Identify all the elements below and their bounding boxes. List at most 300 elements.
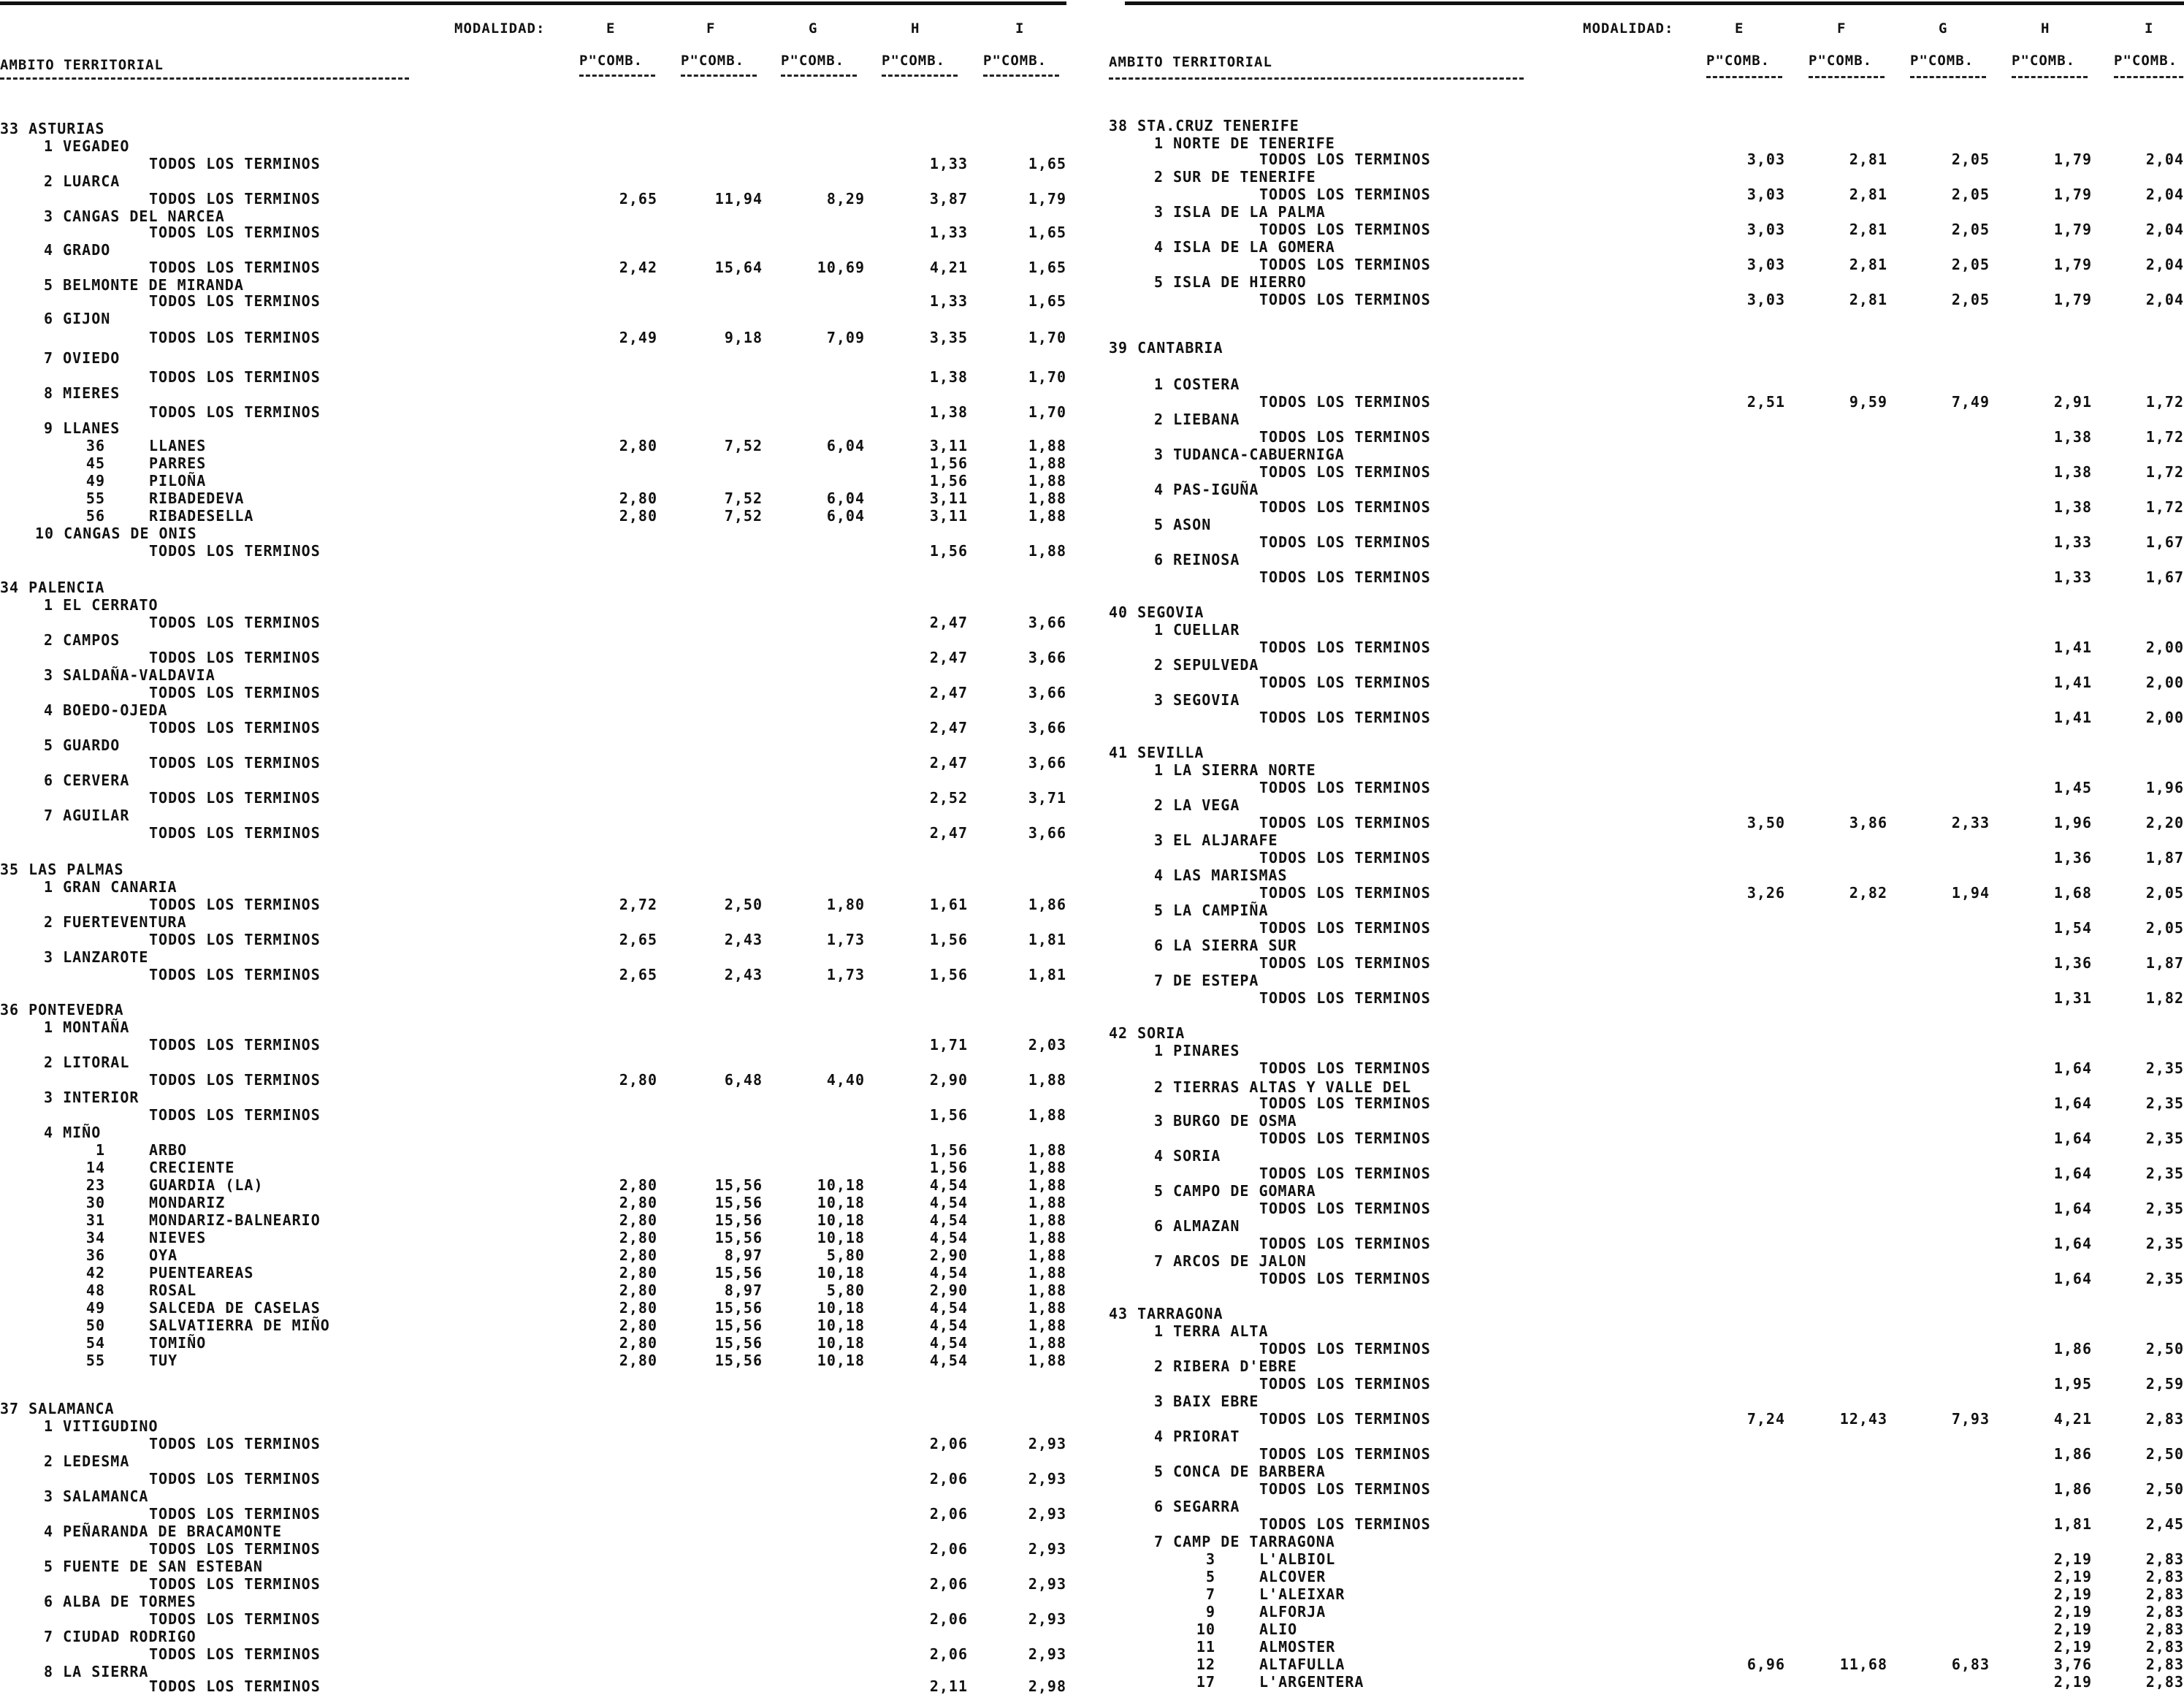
value-h: 1,64: [2053, 1094, 2092, 1112]
todos-label: TODOS LOS TERMINOS: [1259, 568, 1431, 586]
left-page: [0, 0, 1066, 1695]
value-f: 15,56: [714, 1334, 763, 1352]
value-i: 2,59: [2145, 1375, 2184, 1393]
todos-label: TODOS LOS TERMINOS: [1259, 1270, 1431, 1287]
todos-label: TODOS LOS TERMINOS: [1259, 814, 1431, 831]
value-e: 2,80: [619, 1317, 657, 1334]
value-i: 1,88: [1028, 542, 1066, 560]
value-i: 1,88: [1028, 1141, 1066, 1159]
todos-row: [0, 684, 1066, 701]
value-i: 1,72: [2145, 428, 2184, 446]
comarca-row: [0, 878, 1066, 896]
modalidad-label: MODALIDAD:: [454, 20, 546, 37]
todos-row: [1125, 814, 2184, 831]
value-i: 1,88: [1028, 472, 1066, 490]
value-e: 2,80: [619, 1299, 657, 1317]
todos-label: TODOS LOS TERMINOS: [1259, 463, 1431, 481]
municipality-name: ALTAFULLA: [1259, 1656, 1345, 1673]
municipality-code: 9: [1205, 1603, 1215, 1620]
value-i: 2,50: [2145, 1445, 2184, 1463]
value-g: 1,94: [1951, 884, 1990, 902]
todos-row: [0, 1610, 1066, 1628]
todos-label: TODOS LOS TERMINOS: [1259, 919, 1431, 937]
todos-row: [1125, 256, 2184, 273]
value-i: 1,65: [1028, 155, 1066, 172]
col-f-underline: [1809, 76, 1885, 78]
municipality-name: ALMOSTER: [1259, 1638, 1336, 1656]
todos-label: TODOS LOS TERMINOS: [149, 614, 321, 631]
comarca-row: [1125, 796, 2184, 814]
value-f: 7,52: [724, 437, 763, 454]
col-f-sub: P"COMB.: [681, 53, 745, 69]
value-h: 1,38: [2053, 428, 2092, 446]
value-g: 5,80: [826, 1281, 865, 1299]
value-g: 8,29: [826, 190, 865, 207]
municipality-name: CRECIENTE: [149, 1159, 235, 1176]
value-g: 6,04: [826, 490, 865, 507]
value-g: 2,05: [1951, 186, 1990, 203]
value-h: 4,54: [929, 1264, 968, 1281]
municipality-name: ARBO: [149, 1141, 188, 1159]
municipality-row: [0, 1334, 1066, 1352]
todos-row: [0, 789, 1066, 807]
province-name: 37 SALAMANCA: [0, 1400, 115, 1417]
value-h: 1,86: [2053, 1340, 2092, 1357]
comarca-name: 5 CONCA DE BARBERA: [1154, 1463, 1326, 1480]
value-g: 2,05: [1951, 221, 1990, 238]
todos-row: [0, 1677, 1066, 1695]
comarca-row: [1125, 902, 2184, 919]
province-row: [1109, 744, 2184, 761]
value-i: 2,93: [1028, 1470, 1066, 1488]
municipality-row: [1125, 1638, 2184, 1656]
col-i-header: I: [2145, 20, 2154, 37]
value-i: 2,83: [2145, 1568, 2184, 1585]
todos-label: TODOS LOS TERMINOS: [149, 1435, 321, 1452]
col-f-header: F: [706, 20, 716, 37]
value-h: 2,90: [929, 1071, 968, 1089]
comarca-row: [0, 310, 1066, 327]
municipality-row: [0, 1211, 1066, 1229]
todos-label: TODOS LOS TERMINOS: [149, 966, 321, 983]
comarca-name: 3 SALDAÑA-VALDAVIA: [44, 666, 215, 684]
value-f: 2,82: [1849, 884, 1887, 902]
value-g: 10,18: [817, 1299, 865, 1317]
value-i: 2,93: [1028, 1540, 1066, 1558]
province-name: 38 STA.CRUZ TENERIFE: [1109, 117, 1299, 134]
municipality-row: [0, 454, 1066, 472]
todos-label: TODOS LOS TERMINOS: [149, 1071, 321, 1089]
value-i: 1,86: [1028, 896, 1066, 913]
comarca-row: [0, 1018, 1066, 1036]
value-h: 1,79: [2053, 151, 2092, 168]
comarca-name: 8 MIERES: [44, 384, 121, 402]
value-h: 1,38: [2053, 463, 2092, 481]
value-h: 1,96: [2053, 814, 2092, 831]
municipality-code: 36: [85, 437, 105, 454]
todos-row: [1125, 639, 2184, 656]
value-i: 1,81: [1028, 931, 1066, 948]
value-i: 2,83: [2145, 1638, 2184, 1656]
municipality-name: TOMIÑO: [149, 1334, 207, 1352]
value-h: 1,45: [2053, 779, 2092, 796]
comarca-name: 1 MONTAÑA: [44, 1018, 130, 1036]
comarca-name: 3 BAIX EBRE: [1154, 1393, 1259, 1410]
todos-label: TODOS LOS TERMINOS: [149, 789, 321, 807]
todos-row: [1125, 1480, 2184, 1498]
value-e: 3,26: [1746, 884, 1785, 902]
col-g-header: G: [1939, 20, 1948, 37]
todos-row: [0, 1575, 1066, 1593]
top-rule: [0, 1, 1066, 5]
value-h: 4,21: [929, 259, 968, 276]
comarca-row: [0, 631, 1066, 649]
municipality-name: L'ALEIXAR: [1259, 1585, 1345, 1603]
todos-label: TODOS LOS TERMINOS: [1259, 186, 1431, 203]
value-h: 1,56: [929, 542, 968, 560]
comarca-name: 3 BURGO DE OSMA: [1154, 1112, 1297, 1130]
comarca-row: [1125, 551, 2184, 568]
todos-row: [1125, 1059, 2184, 1077]
todos-row: [1125, 498, 2184, 516]
comarca-row: [1125, 1533, 2184, 1550]
todos-label: TODOS LOS TERMINOS: [149, 931, 321, 948]
value-e: 2,80: [619, 1176, 657, 1194]
comarca-row: [0, 525, 1066, 542]
value-h: 2,19: [2053, 1550, 2092, 1568]
comarca-row: [1125, 1428, 2184, 1445]
todos-row: [0, 1106, 1066, 1124]
municipality-name: LLANES: [149, 437, 207, 454]
value-e: 2,42: [619, 259, 657, 276]
municipality-code: 12: [1196, 1656, 1215, 1673]
comarca-name: 5 BELMONTE DE MIRANDA: [44, 276, 244, 294]
comarca-name: 1 LA SIERRA NORTE: [1154, 761, 1316, 779]
value-g: 10,18: [817, 1176, 865, 1194]
todos-label: TODOS LOS TERMINOS: [149, 329, 321, 346]
municipality-row: [0, 437, 1066, 454]
value-g: 6,83: [1951, 1656, 1990, 1673]
municipality-code: 17: [1196, 1673, 1215, 1691]
municipality-name: GUARDIA (LA): [149, 1176, 264, 1194]
value-i: 2,93: [1028, 1645, 1066, 1663]
province-name: 34 PALENCIA: [0, 579, 105, 596]
value-i: 2,93: [1028, 1610, 1066, 1628]
value-h: 1,64: [2053, 1235, 2092, 1252]
value-e: 2,65: [619, 190, 657, 207]
value-h: 2,47: [929, 824, 968, 842]
todos-label: TODOS LOS TERMINOS: [1259, 674, 1431, 691]
todos-row: [1125, 954, 2184, 972]
todos-label: TODOS LOS TERMINOS: [1259, 989, 1431, 1007]
comarca-row: [0, 349, 1066, 367]
value-h: 4,54: [929, 1176, 968, 1194]
value-i: 3,66: [1028, 824, 1066, 842]
col-g-sub: P"COMB.: [1910, 53, 1974, 69]
col-g-header: G: [809, 20, 818, 37]
municipality-code: 31: [85, 1211, 105, 1229]
value-h: 1,79: [2053, 256, 2092, 273]
value-g: 2,05: [1951, 151, 1990, 168]
value-f: 7,52: [724, 490, 763, 507]
comarca-row: [1125, 866, 2184, 884]
municipality-code: 56: [85, 507, 105, 525]
value-e: 2,80: [619, 1352, 657, 1369]
todos-row: [0, 292, 1066, 310]
municipality-name: ALFORJA: [1259, 1603, 1326, 1620]
comarca-row: [1125, 691, 2184, 709]
value-i: 2,93: [1028, 1435, 1066, 1452]
value-i: 1,81: [1028, 966, 1066, 983]
todos-label: TODOS LOS TERMINOS: [1259, 1130, 1431, 1147]
todos-row: [1125, 1445, 2184, 1463]
municipality-row: [0, 1281, 1066, 1299]
value-h: 1,79: [2053, 186, 2092, 203]
comarca-row: [1125, 481, 2184, 498]
col-h-sub: P"COMB.: [882, 53, 946, 69]
todos-row: [0, 1071, 1066, 1089]
comarca-row: [1125, 134, 2184, 152]
municipality-code: 45: [85, 454, 105, 472]
value-h: 1,56: [929, 1141, 968, 1159]
province-name: 41 SEVILLA: [1109, 744, 1204, 761]
comarca-name: 6 SEGARRA: [1154, 1498, 1240, 1515]
todos-label: TODOS LOS TERMINOS: [1259, 498, 1431, 516]
comarca-row: [0, 1628, 1066, 1645]
municipality-row: [0, 1299, 1066, 1317]
todos-label: TODOS LOS TERMINOS: [149, 1505, 321, 1523]
todos-label: TODOS LOS TERMINOS: [1259, 1059, 1431, 1077]
value-i: 1,70: [1028, 403, 1066, 421]
province-name: 43 TARRAGONA: [1109, 1305, 1223, 1322]
value-e: 2,80: [619, 1071, 657, 1089]
value-h: 1,86: [2053, 1480, 2092, 1498]
province-row: [1109, 1024, 2184, 1042]
value-f: 2,81: [1849, 291, 1887, 308]
value-f: 15,56: [714, 1194, 763, 1211]
col-i-underline: [2114, 76, 2184, 78]
municipality-row: [0, 1176, 1066, 1194]
todos-row: [0, 649, 1066, 666]
comarca-name: 1 GRAN CANARIA: [44, 878, 177, 896]
comarca-row: [0, 419, 1066, 437]
municipality-row: [0, 1194, 1066, 1211]
value-g: 6,04: [826, 437, 865, 454]
value-h: 4,54: [929, 1194, 968, 1211]
todos-label: TODOS LOS TERMINOS: [1259, 1165, 1431, 1182]
municipality-row: [0, 1246, 1066, 1264]
comarca-name: 7 AGUILAR: [44, 807, 130, 824]
value-h: 2,06: [929, 1645, 968, 1663]
value-i: 3,66: [1028, 614, 1066, 631]
value-h: 1,41: [2053, 639, 2092, 656]
comarca-row: [1125, 1042, 2184, 1059]
value-i: 1,72: [2145, 393, 2184, 411]
value-h: 1,56: [929, 1106, 968, 1124]
todos-label: TODOS LOS TERMINOS: [1259, 533, 1431, 551]
comarca-row: [0, 384, 1066, 402]
value-e: 3,03: [1746, 221, 1785, 238]
value-e: 2,80: [619, 507, 657, 525]
municipality-name: ROSAL: [149, 1281, 197, 1299]
todos-label: TODOS LOS TERMINOS: [1259, 1235, 1431, 1252]
comarca-name: 4 SORIA: [1154, 1147, 1221, 1165]
value-e: 3,03: [1746, 291, 1785, 308]
todos-row: [0, 896, 1066, 913]
value-i: 1,88: [1028, 437, 1066, 454]
todos-row: [1125, 291, 2184, 308]
province-name: 36 PONTEVEDRA: [0, 1001, 124, 1018]
value-i: 1,88: [1028, 1281, 1066, 1299]
value-e: 2,51: [1746, 393, 1785, 411]
value-i: 1,88: [1028, 1211, 1066, 1229]
col-h-underline: [882, 75, 958, 77]
municipality-row: [0, 1229, 1066, 1246]
todos-row: [0, 329, 1066, 346]
value-f: 2,43: [724, 931, 763, 948]
value-h: 4,54: [929, 1229, 968, 1246]
comarca-name: 5 ASON: [1154, 516, 1212, 533]
todos-label: TODOS LOS TERMINOS: [149, 1677, 321, 1695]
value-h: 3,87: [929, 190, 968, 207]
comarca-row: [0, 948, 1066, 966]
todos-label: TODOS LOS TERMINOS: [149, 649, 321, 666]
municipality-name: MONDARIZ-BALNEARIO: [149, 1211, 321, 1229]
comarca-name: 2 LEDESMA: [44, 1452, 130, 1470]
col-h-sub: P"COMB.: [2012, 53, 2076, 69]
col-e-sub: P"COMB.: [1706, 53, 1771, 69]
value-g: 1,80: [826, 896, 865, 913]
municipality-name: PILOÑA: [149, 472, 207, 490]
comarca-name: 7 CAMP DE TARRAGONA: [1154, 1533, 1335, 1550]
comarca-name: 7 OVIEDO: [44, 349, 121, 367]
todos-label: TODOS LOS TERMINOS: [1259, 1515, 1431, 1533]
comarca-row: [0, 1593, 1066, 1610]
value-i: 1,67: [2145, 533, 2184, 551]
value-i: 1,88: [1028, 1334, 1066, 1352]
value-h: 2,19: [2053, 1603, 2092, 1620]
value-i: 2,03: [1028, 1036, 1066, 1054]
comarca-name: 2 FUERTEVENTURA: [44, 913, 187, 931]
comarca-name: 6 CERVERA: [44, 772, 130, 789]
municipality-row: [0, 1159, 1066, 1176]
value-i: 3,66: [1028, 684, 1066, 701]
municipality-code: 23: [85, 1176, 105, 1194]
comarca-name: 5 ISLA DE HIERRO: [1154, 273, 1307, 291]
value-f: 15,56: [714, 1264, 763, 1281]
todos-row: [1125, 1270, 2184, 1287]
col-e-underline: [579, 75, 655, 77]
value-h: 1,79: [2053, 221, 2092, 238]
value-f: 15,64: [714, 259, 763, 276]
value-e: 2,80: [619, 1264, 657, 1281]
col-i-header: I: [1015, 20, 1025, 37]
todos-row: [0, 155, 1066, 172]
value-h: 1,64: [2053, 1165, 2092, 1182]
value-i: 2,50: [2145, 1480, 2184, 1498]
value-h: 1,33: [2053, 568, 2092, 586]
col-g-underline: [1910, 76, 1986, 78]
todos-row: [1125, 1094, 2184, 1112]
municipality-code: 55: [85, 1352, 105, 1369]
municipality-name: NIEVES: [149, 1229, 207, 1246]
todos-label: TODOS LOS TERMINOS: [149, 824, 321, 842]
comarca-name: 4 GRADO: [44, 241, 111, 259]
comarca-name: 2 LIEBANA: [1154, 411, 1240, 428]
comarca-name: 3 ISLA DE LA PALMA: [1154, 203, 1326, 221]
value-i: 1,79: [1028, 190, 1066, 207]
value-e: 3,03: [1746, 256, 1785, 273]
todos-row: [1125, 1375, 2184, 1393]
todos-row: [0, 614, 1066, 631]
todos-row: [1125, 1515, 2184, 1533]
todos-row: [0, 966, 1066, 983]
col-g-sub: P"COMB.: [781, 53, 845, 69]
todos-row: [0, 542, 1066, 560]
municipality-row: [1125, 1585, 2184, 1603]
comarca-row: [1125, 1463, 2184, 1480]
value-h: 4,54: [929, 1211, 968, 1229]
municipality-code: 11: [1196, 1638, 1215, 1656]
comarca-name: 4 PAS-IGUÑA: [1154, 481, 1259, 498]
col-e-header: E: [1735, 20, 1744, 37]
value-i: 3,71: [1028, 789, 1066, 807]
comarca-name: 6 ALBA DE TORMES: [44, 1593, 196, 1610]
comarca-name: 7 DE ESTEPA: [1154, 972, 1259, 989]
value-f: 2,81: [1849, 186, 1887, 203]
comarca-name: 7 ARCOS DE JALON: [1154, 1252, 1307, 1270]
value-g: 2,05: [1951, 256, 1990, 273]
value-h: 1,56: [929, 472, 968, 490]
municipality-code: 42: [85, 1264, 105, 1281]
municipality-code: 49: [85, 1299, 105, 1317]
comarca-name: 6 REINOSA: [1154, 551, 1240, 568]
comarca-name: 7 CIUDAD RODRIGO: [44, 1628, 196, 1645]
col-f-sub: P"COMB.: [1809, 53, 1873, 69]
value-i: 1,65: [1028, 292, 1066, 310]
comarca-name: 1 VEGADEO: [44, 137, 130, 155]
todos-label: TODOS LOS TERMINOS: [1259, 1094, 1431, 1112]
todos-label: TODOS LOS TERMINOS: [1259, 1480, 1431, 1498]
todos-row: [1125, 709, 2184, 726]
municipality-code: 50: [85, 1317, 105, 1334]
todos-label: TODOS LOS TERMINOS: [1259, 151, 1431, 168]
value-f: 15,56: [714, 1299, 763, 1317]
municipality-name: TUY: [149, 1352, 178, 1369]
todos-row: [1125, 221, 2184, 238]
value-h: 1,33: [929, 155, 968, 172]
value-i: 2,83: [2145, 1656, 2184, 1673]
comarca-name: 4 ISLA DE LA GOMERA: [1154, 238, 1335, 256]
todos-row: [0, 754, 1066, 772]
col-e-underline: [1706, 76, 1782, 78]
value-i: 2,98: [1028, 1677, 1066, 1695]
comarca-row: [1125, 238, 2184, 256]
value-g: 10,18: [817, 1334, 865, 1352]
municipality-name: RIBADEDEVA: [149, 490, 245, 507]
value-h: 1,56: [929, 966, 968, 983]
value-i: 1,65: [1028, 259, 1066, 276]
value-i: 2,35: [2145, 1059, 2184, 1077]
value-i: 1,88: [1028, 1264, 1066, 1281]
comarca-name: 5 LA CAMPIÑA: [1154, 902, 1269, 919]
province-name: 42 SORIA: [1109, 1024, 1185, 1042]
comarca-name: 1 TERRA ALTA: [1154, 1322, 1269, 1340]
value-h: 1,56: [929, 931, 968, 948]
comarca-row: [1125, 1322, 2184, 1340]
value-f: 15,56: [714, 1317, 763, 1334]
value-i: 1,88: [1028, 1159, 1066, 1176]
